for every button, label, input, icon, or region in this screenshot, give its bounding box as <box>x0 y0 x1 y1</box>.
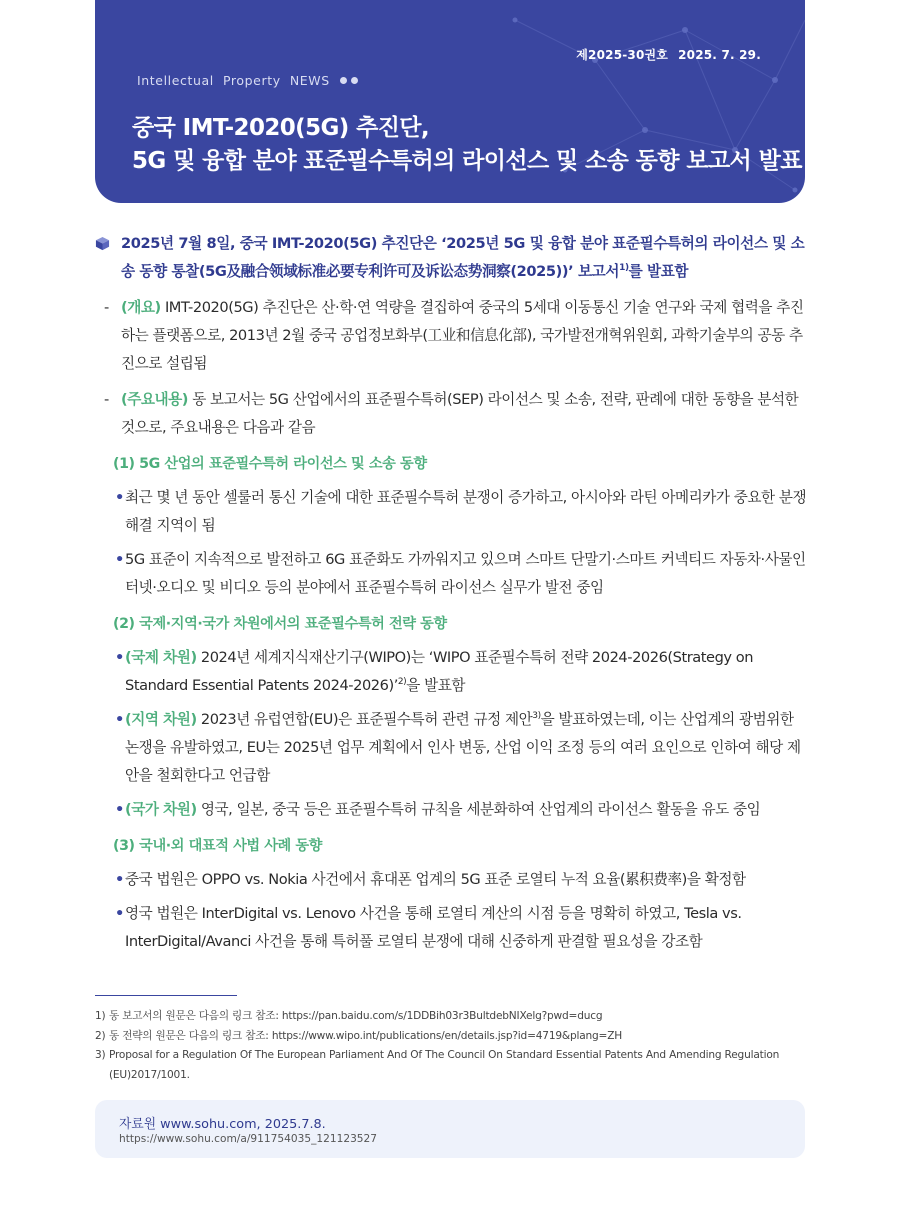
series-name: Intellectual Property NEWS <box>137 73 330 88</box>
list-item <box>95 796 807 824</box>
lead-paragraph <box>95 230 807 286</box>
list-item-text: 2024년 세계지식재산기구(WIPO)는 ‘WIPO 표준필수특허 전략 2024-2026(Strategy on Standard Essential Patents 2024-2026)’ <box>125 649 754 694</box>
international-label: (국제 차원) <box>125 649 197 666</box>
list-item <box>95 484 807 540</box>
list-item-tail: 을 발표함 <box>406 677 466 694</box>
section-1-heading: (1) 5G 산업의 표준필수특허 라이선스 및 소송 동향 <box>113 456 427 472</box>
bullet-icon: • <box>115 871 124 888</box>
list-item-text: 2023년 유럽연합(EU)은 표준필수특허 관련 규정 제안 <box>196 711 533 728</box>
footnote-2 <box>95 1027 807 1047</box>
list-item <box>95 900 807 956</box>
footnote-1 <box>95 1007 807 1027</box>
list-item-text: 최근 몇 년 동안 셀룰러 통신 기술에 대한 표준필수특허 분쟁이 증가하고, 아시아와 라틴 아메리카가 중요한 분쟁해결 지역이 됨 <box>125 489 807 534</box>
overview-label: (개요) <box>121 299 161 316</box>
bullet-icon: • <box>115 649 124 666</box>
title-line-2: 5G 및 융합 분야 표준필수특허의 라이선스 및 소송 동향 보고서 발표 <box>132 148 802 174</box>
bullet-icon: • <box>115 905 124 922</box>
source-box <box>95 1100 805 1158</box>
dash-marker: - <box>104 391 109 408</box>
list-item-text: 중국 법원은 OPPO vs. Nokia 사건에서 휴대폰 업계의 5G 표준 로열티 누적 요율(累积费率)을 확정함 <box>125 871 746 888</box>
list-item <box>95 546 807 602</box>
footnote-text: Proposal for a Regulation Of The European Parliament And Of The Council On Standard Essential Patents And Amending Regulation (EU)2017/1001. <box>109 1049 780 1081</box>
list-item-tail: 을 발표하였는데, 이는 산업계의 광범위한 논쟁을 유발하였고, EU는 2025년 업무 계획에서 인사 변동, 산업 이익 조정 등의 여러 요인으로 인하여 해당 제안을 철회한다고 언급함 <box>125 711 801 784</box>
footnote-text[interactable]: 동 전략의 원문은 다음의 링크 참조: https://www.wipo.int/publications/en/details.jsp?id=4719&plang=ZH <box>109 1029 623 1042</box>
section-2-heading: (2) 국제·지역·국가 차원에서의 표준필수특허 전략 동향 <box>113 616 447 632</box>
footnote-divider <box>95 995 237 996</box>
issue-date: 2025. 7. 29. <box>678 48 761 62</box>
footnotes <box>95 1007 807 1085</box>
regional-label: (지역 차원) <box>125 711 197 728</box>
national-label: (국가 차원) <box>125 801 197 818</box>
dots-icon <box>336 73 358 88</box>
source-label: 자료원 www.sohu.com, 2025.7.8. <box>119 1117 326 1132</box>
page-title <box>132 112 802 178</box>
bullet-icon: • <box>115 801 124 818</box>
bullet-icon: • <box>115 551 124 568</box>
main-content-label: (주요내용) <box>121 391 189 408</box>
footnote-ref-1[interactable]: 1) <box>619 263 629 273</box>
main-content-paragraph <box>95 386 807 442</box>
series-label <box>137 73 358 88</box>
bullet-icon: • <box>115 489 124 506</box>
footnote-text[interactable]: 동 보고서의 원문은 다음의 링크 참조: https://pan.baidu.com/s/1DDBih03r3BultdebNIXelg?pwd=ducg <box>109 1010 603 1022</box>
article-body <box>95 230 807 956</box>
bullet-icon: • <box>115 711 124 728</box>
footnote-number: 2) <box>95 1029 106 1042</box>
source-url[interactable]: https://www.sohu.com/a/911754035_121123527 <box>119 1133 378 1145</box>
list-item <box>95 644 807 700</box>
list-item-text: 영국, 일본, 중국 등은 표준필수특허 규칙을 세분화하여 산업계의 라이선스 활동을 유도 중임 <box>196 801 761 818</box>
footnote-number: 3) <box>95 1049 106 1061</box>
cube-bullet-icon <box>95 236 110 251</box>
overview-text: IMT-2020(5G) 추진단은 산·학·연 역량을 결집하여 중국의 5세대 이동통신 기술 연구와 국제 협력을 추진하는 플랫폼으로, 2013년 2월 중국 공업정보화부(工业和信息化部), 국가발전개혁위원회, 과학기술부의 공동 추진으로 설립됨 <box>121 299 804 372</box>
title-line-1: 중국 IMT-2020(5G) 추진단, <box>132 115 430 141</box>
list-item <box>95 706 807 790</box>
list-item-text: 영국 법원은 InterDigital vs. Lenovo 사건을 통해 로열티 계산의 시점 등을 명확히 하였고, Tesla vs. InterDigital/Avanci 사건을 통해 특허풀 로열티 분쟁에 대해 신중하게 판결할 필요성을 강조함 <box>125 905 742 950</box>
section-3-heading: (3) 국내·외 대표적 사법 사례 동향 <box>113 838 322 854</box>
footnote-3 <box>95 1046 807 1085</box>
main-content-text: 동 보고서는 5G 산업에서의 표준필수특허(SEP) 라이선스 및 소송, 전략, 판례에 대한 동향을 분석한 것으로, 주요내용은 다음과 같음 <box>121 391 799 436</box>
lead-tail: 를 발표함 <box>628 263 689 280</box>
overview-paragraph <box>95 294 807 378</box>
list-item-text: 5G 표준이 지속적으로 발전하고 6G 표준화도 가까워지고 있으며 스마트 단말기·스마트 커넥티드 자동차·사물인터넷·오디오 및 비디오 등의 분야에서 표준필수특허 라이선스 실무가 발전 중임 <box>125 551 806 596</box>
issue-info <box>576 46 761 63</box>
lead-text: 2025년 7월 8일, 중국 IMT-2020(5G) 추진단은 ‘2025년 5G 및 융합 분야 표준필수특허의 라이선스 및 소송 동향 통찰(5G及融合领域标准必要专利许可及诉讼态势洞察(2025))’ 보고서 <box>121 235 805 280</box>
footnote-number: 1) <box>95 1010 106 1022</box>
footnote-ref-3[interactable]: 3) <box>532 711 541 721</box>
footnote-ref-2[interactable]: 2) <box>397 677 407 687</box>
list-item <box>95 866 807 894</box>
header-banner <box>95 0 805 203</box>
issue-number: 제2025-30권호 <box>576 48 669 62</box>
dash-marker: - <box>104 299 109 316</box>
